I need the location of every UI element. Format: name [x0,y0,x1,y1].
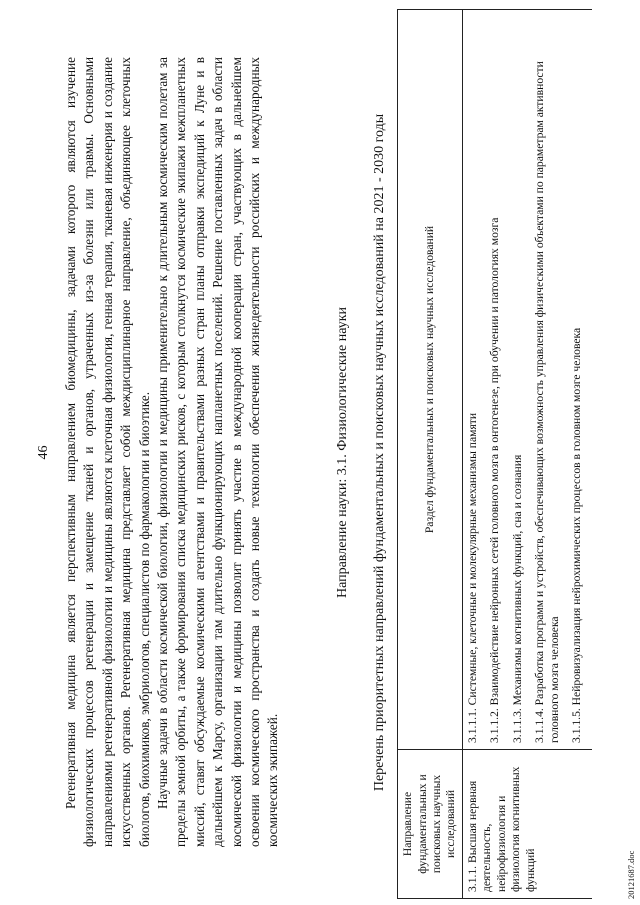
priority-directions-table [397,9,592,899]
header-direction: Направление фундаментальных и поисковых научных исследований [398,750,463,899]
science-direction-heading: Направление науки: 3.1. Физиологические науки [335,306,350,599]
section-item: 3.1.1.2. Взаимодействие нейронных сетей головного мозга в онтогенезе, при обучении и патологиях мозга [488,217,502,743]
paragraph-regenerative-medicine: Регенеративная медицина является перспективным направлением биомедицины, задачами которого являются изучение физиологических процессов регенерации и замещение тканей и органов, утраченных из-за болезни или травмы. Основными направлениями регенеративной физиологии и медицины являются клеточная физиология, генная терапия, тканевая инженерия и создание искусственных органов. Регенеративная медицина представляет собой междисциплинарное направление, объединяющее клеточных биологов, биохимиков, эмбриологов, специалистов по фармакологии и биоэтике. [63,57,152,847]
header-section: Раздел фундаментальных и поисковых научных исследований [398,10,463,750]
paragraph-space-physiology: Научные задачи в области космической биологии, физиологии и медицины применительно к длительным космическим полетам за пределы земной орбиты, а также формирования списка медицинских рисков, с которым столкнутся космические экипажи межпланетных миссий, ставят обсуждаемые космическими агентствами и правительствами разных стран планы отправки экспедиций к Луне и в дальнейшем к Марсу, организации там длительно функционирующих напланетных поселений. Решение поставленных задач в области космической физиологии и медицины позволит принять участие в международной кооперации стран, участвующих в дальнейшем освоении космического пространства и создать новые технологии обеспечения жизнедеятельности российских и международных космических экипажей. [155,57,281,847]
document-id: 20121687.doc [626,850,636,899]
table-caption: Перечень приоритетных направлений фундаментальных и поисковых научных исследований на 2021 - 2030 годы [372,113,387,792]
table-header-row [398,10,463,899]
body-text [62,57,283,847]
section-item: 3.1.1.3. Механизмы когнитивных функций, сна и сознания [510,454,524,743]
table-row [463,10,593,899]
section-item: 3.1.1.1. Системные, клеточные и молекулярные механизмы памяти [466,412,479,743]
page-number: 46 [36,445,51,460]
section-item: 3.1.1.4. Разработка программ и устройств, обеспечивающих возможность управления физическими объектами по параметрам активности головного мозга человека [533,61,561,743]
direction-cell: 3.1.1. Высшая нервная деятельность, нейрофизиология и физиология когнитивных функций [463,750,593,899]
sections-cell [463,10,593,750]
section-item: 3.1.1.5. Нейровизуализация нейрохимических процессов в головном мозге человека [570,327,584,743]
